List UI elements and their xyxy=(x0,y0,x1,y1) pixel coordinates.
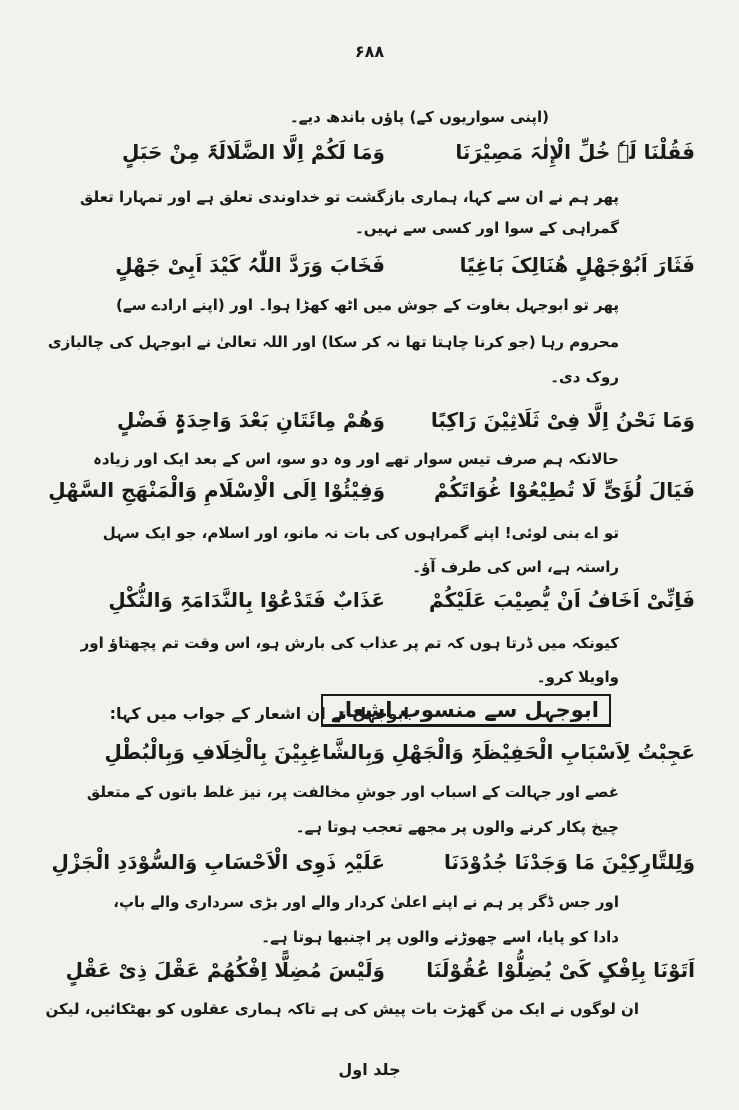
translation-line: راستہ ہے، اس کی طرف آؤ۔ xyxy=(412,558,619,576)
verse-first-half: عَجِبْتُ لِاَسْبَابِ الْحَفِیْظَۃِ وَالْجَھْلِ xyxy=(391,740,695,764)
verse-first-half: فَیَالَ لُؤَیٍّ لَا تُطِیْعُوْا غُوَاتَکُمْ xyxy=(434,478,695,502)
translation-line: ان لوگوں نے ایک من گھڑت بات پیش کی ہے تاکہ ہماری عقلوں کو بھٹکائیں، لیکن xyxy=(45,1000,639,1018)
verse-second-half: عَذَابٌ فَتَدْعُوْا بِالنَّدَامَۃِ وَالثُّکْلِ xyxy=(108,588,385,612)
verse-first-half: فَقُلْنَا لَہٗ خُلِّ الْإِلٰہَ مَصِیْرَنَا xyxy=(455,140,695,164)
verse-couplet xyxy=(95,253,695,287)
page-number: ۶۸۸ xyxy=(354,42,385,61)
page-footer: جلد اول xyxy=(338,1060,401,1079)
verse-second-half: وَبِالشَّاغِبِیْنَ بِالْخِلَافِ وَبِالْبُطْلِ xyxy=(104,740,385,764)
verse-second-half: وَمَا لَکُمْ اِلَّا الضَّلَالَۃَ مِنْ حَبَلٍ xyxy=(121,140,385,164)
verse-couplet xyxy=(95,140,695,174)
intro-line: (اپنی سواریوں کے) پاؤں باندھ دیے۔ xyxy=(289,108,549,126)
verse-couplet xyxy=(48,478,695,512)
verse-first-half: اَتَوْنَا بِاِفْکٍ کَیْ یُضِلُّوْا عُقُوْلَنَا xyxy=(426,958,695,982)
verse-couplet xyxy=(51,850,695,884)
section-heading-intro: ابوجہل نے ان اشعار کے جواب میں کہا: xyxy=(109,704,409,723)
verse-couplet xyxy=(95,408,695,442)
translation-line: حالانکہ ہم صرف تیس سوار تھے اور وہ دو سو، اس کے بعد ایک اور زیادہ xyxy=(93,450,619,468)
verse-second-half: وَلَیْسَ مُضِلًّا اِفْکُھُمْ عَقْلَ ذِیْ عَقْلٍ xyxy=(65,958,385,982)
verse-second-half: وَفِیْئُوْا اِلَی الْاِسْلَامِ وَالْمَنْھَجِ السَّھْلِ xyxy=(48,478,385,502)
translation-line: پھر ہم نے ان سے کہا، ہماری بازگشت تو خداوندی تعلق ہے اور تمہارا تعلق xyxy=(80,188,619,206)
translation-line: چیخ پکار کرنے والوں پر مجھے تعجب ہوتا ہے۔ xyxy=(295,818,619,836)
verse-couplet xyxy=(95,740,695,774)
verse-second-half: فَخَابَ وَرَدَّ اللّٰہُ کَیْدَ اَبِیْ جَھْلٍ xyxy=(115,253,385,277)
translation-line: گمراہی کے سوا اور کسی سے نہیں۔ xyxy=(355,219,619,237)
translation-line: اور جس ڈگر پر ہم نے اپنے اعلیٰ کردار والے اور بڑی سرداری والے باپ، xyxy=(113,893,619,911)
translation-line: دادا کو پایا، اسے چھوڑنے والوں پر اچنبھا ہوتا ہے۔ xyxy=(261,928,619,946)
translation-line: تو اے بنی لوئی! اپنے گمراہوں کی بات نہ مانو، اور اسلام، جو ایک سہل xyxy=(102,524,619,542)
translation-line: محروم رہا (جو کرنا چاہتا تھا نہ کر سکا) اور اللہ تعالیٰ نے ابوجہل کی چالبازی xyxy=(47,333,619,351)
translation-line: واویلا کرو۔ xyxy=(536,668,619,686)
verse-couplet xyxy=(95,588,695,622)
translation-line: پھر تو ابوجہل بغاوت کے جوش میں اٹھ کھڑا ہوا۔ اور (اپنے ارادے سے) xyxy=(115,296,619,314)
verse-second-half: وَھُمْ مِائَتَانِ بَعْدَ وَاحِدَۃٍ فَضْلٍ xyxy=(117,408,385,432)
section-heading: ابوجہل سے منسوب اشعار xyxy=(321,694,611,727)
verse-first-half: وَلِلتَّارِکِیْنَ مَا وَجَدْنَا جُدُوْدَنَا xyxy=(444,850,695,874)
verse-first-half: وَمَا نَحْنُ اِلَّا فِیْ ثَلَاثِیْنَ رَاکِبًا xyxy=(430,408,695,432)
verse-first-half: فَاِنِّیْ اَخَافُ اَنْ یُّصِیْبَ عَلَیْکُمْ xyxy=(429,588,695,612)
translation-line: روک دی۔ xyxy=(550,368,619,386)
translation-line: غصے اور جہالت کے اسباب اور جوشِ مخالفت پر، نیز غلط باتوں کے متعلق xyxy=(86,783,619,801)
translation-line: کیونکہ میں ڈرتا ہوں کہ تم پر عذاب کی بارش ہو، اس وقت تم پچھتاؤ اور xyxy=(80,634,619,652)
verse-first-half: فَثَارَ اَبُوْجَھْلٍ ھُنَالِکَ بَاغِیًا xyxy=(459,253,695,277)
verse-second-half: عَلَیْہِ ذَوِی الْاَحْسَابِ وَالسُّوْدَدِ الْجَزْلِ xyxy=(51,850,385,874)
verse-couplet xyxy=(65,958,695,992)
